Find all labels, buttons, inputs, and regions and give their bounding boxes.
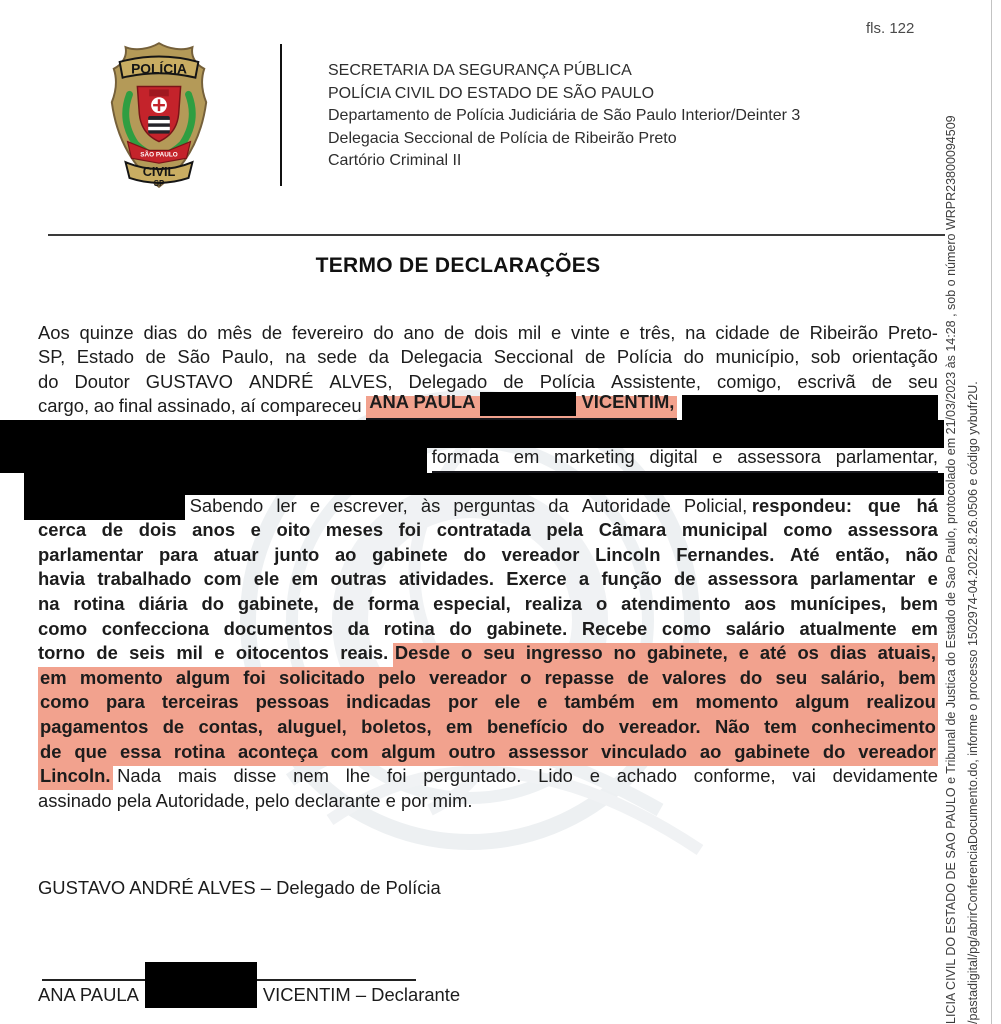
document-line xyxy=(38,741,938,766)
document-line xyxy=(38,716,938,741)
document-line xyxy=(38,766,938,791)
header-org-line: Cartório Criminal II xyxy=(328,152,462,169)
redaction-box xyxy=(0,448,427,473)
text-segment: de que essa rotina aconteça com algum outro assessor vinculado ao gabinete do vereador xyxy=(38,741,938,766)
document-line xyxy=(38,790,938,815)
redacted-name-highlight xyxy=(366,391,677,421)
header-org-line: Delegacia Seccional de Polícia de Ribeirão Preto xyxy=(328,129,677,147)
text-segment: em momento algum foi solicitado pelo vereador o repasse de valores do seu salário, bem xyxy=(38,667,938,692)
header-org-line: Departamento de Polícia Judiciária de São Paulo Interior/Deinter 3 xyxy=(328,107,801,124)
redaction-bar xyxy=(24,473,944,495)
police-civil-badge xyxy=(100,36,218,194)
folio-number: fls. 122 xyxy=(866,20,915,37)
redaction-bar xyxy=(0,420,944,448)
text-segment: parlamentar para atuar junto ao gabinete do vereador Lincoln Fernandes. Até então, não xyxy=(38,543,938,565)
document-line xyxy=(38,544,938,569)
header-org-line: SECRETARIA DA SEGURANÇA PÚBLICA xyxy=(328,62,632,79)
text-segment: havia trabalhado com ele em outras atividades. Exerce a função de assessora parlamentar e xyxy=(38,568,938,590)
document-line xyxy=(38,593,938,618)
text-segment: VICENTIM, xyxy=(581,391,675,413)
text-segment: Aos quinze dias do mês de fevereiro do ano de dois mil e vinte e três, na cidade de Ribeirão Preto- xyxy=(38,321,938,343)
document-line xyxy=(38,520,938,545)
signature-redaction-box xyxy=(145,962,257,1008)
declarante-name-right: VICENTIM – Declarante xyxy=(262,984,461,1006)
text-segment: SP, Estado de São Paulo, na sede da Delegacia Seccional de Polícia do município, sob orientação xyxy=(38,346,938,368)
document-title: TERMO DE DECLARAÇÕES xyxy=(315,254,601,277)
header-org-line: POLÍCIA CIVIL DO ESTADO DE SÃO PAULO xyxy=(328,84,655,102)
text-segment: ANA PAULA xyxy=(369,391,476,413)
text-segment: Lincoln. xyxy=(38,766,113,791)
text-segment: respondeu: que há xyxy=(751,494,938,516)
badge-ribbon-label: SÃO PAULO xyxy=(140,151,178,159)
text-segment: do Doutor GUSTAVO ANDRÉ ALVES, Delegado de Polícia Assistente, comigo, escrivã de seu xyxy=(38,370,938,392)
document-line xyxy=(38,391,938,421)
header-divider xyxy=(280,44,282,186)
page-right-border xyxy=(991,0,992,1024)
document-line xyxy=(38,445,938,473)
text-segment: cargo, ao final assinado, aí compareceu xyxy=(38,395,362,417)
text-segment: torno de seis mil e oitocentos reais. xyxy=(38,642,389,664)
document-content xyxy=(38,322,938,1008)
text-segment: Nada mais disse nem lhe foi perguntado. Lido e achado conforme, vai devidamente xyxy=(117,765,938,787)
signature-declarante xyxy=(38,984,938,1008)
document-line xyxy=(38,667,938,692)
text-segment: assinado pela Autoridade, pelo declarante e por mim. xyxy=(38,790,473,812)
text-segment: pagamentos de contas, aluguel, boletos, em benefício do vereador. Não tem conhecimento xyxy=(38,716,938,741)
document-line xyxy=(38,569,938,594)
badge-sp-label: SP xyxy=(153,178,165,188)
text-segment: Sabendo ler e escrever, às perguntas da Autoridade Policial, xyxy=(189,494,748,516)
document-line xyxy=(38,618,938,643)
text-segment: formada em marketing digital e assessora parlamentar, xyxy=(432,448,938,473)
declarante-name-left: ANA PAULA xyxy=(38,984,139,1006)
text-segment: como confecciona documentos da rotina do gabinete. Recebe como salário atualmente em xyxy=(38,617,938,639)
signature-declarante-block xyxy=(38,979,938,1008)
document-line xyxy=(38,495,938,520)
text-segment: como para terceiras pessoas indicadas por ele e também em momento algum realizou xyxy=(38,692,938,717)
document-line xyxy=(38,322,938,347)
badge-bottom-label: CIVIL xyxy=(142,163,176,179)
signature-delegado: GUSTAVO ANDRÉ ALVES – Delegado de Polícia xyxy=(38,876,441,898)
certification-stamp-line2: /pastadigital/pg/abrirConferenciaDocumento.do, informe o processo 1502974-04.2022.8.26.0506 e código yvbufr2U. xyxy=(966,381,980,1024)
header-rule xyxy=(48,234,945,236)
badge-top-label: POLÍCIA xyxy=(131,61,187,77)
header-org-block xyxy=(328,60,800,173)
text-segment: Desde o seu ingresso no gabinete, e até os dias atuais, xyxy=(393,643,938,668)
certification-stamp-line1: LICIA CIVIL DO ESTADO DE SAO PAULO e Tribunal de Justica do Estado de Sao Paulo, protocolado em 21/03/2023 às 14:28 , sob o número WRPR23800094509 xyxy=(944,115,958,1024)
document-line xyxy=(38,692,938,717)
document-body xyxy=(38,322,938,815)
document-line xyxy=(38,643,938,668)
redaction-box xyxy=(480,392,576,416)
text-segment: cerca de dois anos e oito meses foi contratada pela Câmara municipal como assessora xyxy=(38,519,938,541)
redaction-box xyxy=(24,495,185,520)
document-line xyxy=(38,347,938,372)
text-segment: na rotina diária do gabinete, de forma especial, realiza o atendimento aos munícipes, bem xyxy=(38,592,938,614)
redaction-box xyxy=(682,395,938,422)
